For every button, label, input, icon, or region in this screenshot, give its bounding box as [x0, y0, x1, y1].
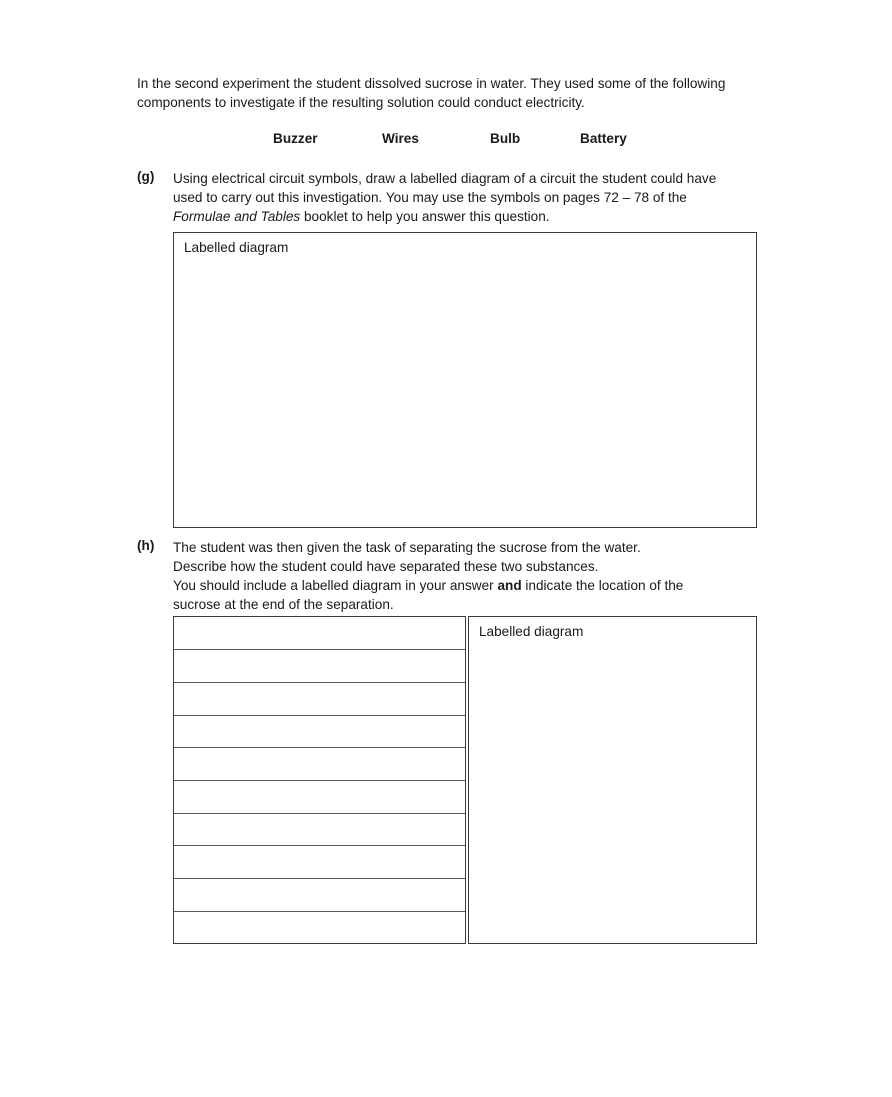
answer-line — [174, 715, 465, 716]
answer-line — [174, 911, 465, 912]
answer-line — [174, 878, 465, 879]
answer-line — [174, 682, 465, 683]
answer-line — [174, 649, 465, 650]
separation-diagram-box-label: Labelled diagram — [479, 624, 584, 639]
question-h-line-4: sucrose at the end of the separation. — [173, 597, 394, 612]
intro-line-1: In the second experiment the student dissolved sucrose in water. They used some of the following — [137, 76, 726, 91]
intro-line-2: components to investigate if the resulting solution could conduct electricity. — [137, 95, 585, 110]
question-h-line-1: The student was then given the task of separating the sucrose from the water. — [173, 540, 641, 555]
circuit-diagram-box-label: Labelled diagram — [184, 240, 289, 255]
formulae-tables-title: Formulae and Tables — [173, 209, 301, 224]
question-h-line-3-pre: You should include a labelled diagram in your answer — [173, 578, 498, 593]
question-g-text — [173, 169, 773, 226]
answer-line — [174, 813, 465, 814]
components-list — [0, 131, 892, 151]
question-h-line-3 — [173, 576, 773, 595]
question-g-line-3-rest: booklet to help you answer this question. — [300, 209, 550, 224]
component-wires: Wires — [382, 131, 419, 146]
question-h-emphasis: and — [497, 578, 522, 593]
answer-line — [174, 780, 465, 781]
question-h-line-3-post: indicate the location of the — [521, 578, 684, 593]
component-battery: Battery — [580, 131, 627, 146]
question-g-line-1: Using electrical circuit symbols, draw a labelled diagram of a circuit the student could have — [173, 171, 717, 186]
component-buzzer: Buzzer — [273, 131, 318, 146]
question-g-line-2: used to carry out this investigation. You may use the symbols on pages 72 – 78 of the — [173, 190, 687, 205]
answer-line — [174, 747, 465, 748]
intro-paragraph — [137, 74, 777, 112]
written-answer-area[interactable] — [173, 616, 466, 944]
question-g-line-3 — [173, 207, 773, 226]
circuit-diagram-box[interactable] — [173, 232, 757, 528]
component-bulb: Bulb — [490, 131, 521, 146]
separation-diagram-box[interactable] — [468, 616, 757, 944]
question-h-label: (h) — [137, 538, 155, 553]
question-g-label: (g) — [137, 169, 155, 184]
question-h-text — [173, 538, 773, 614]
answer-line — [174, 845, 465, 846]
question-h-line-2: Describe how the student could have separated these two substances. — [173, 559, 599, 574]
